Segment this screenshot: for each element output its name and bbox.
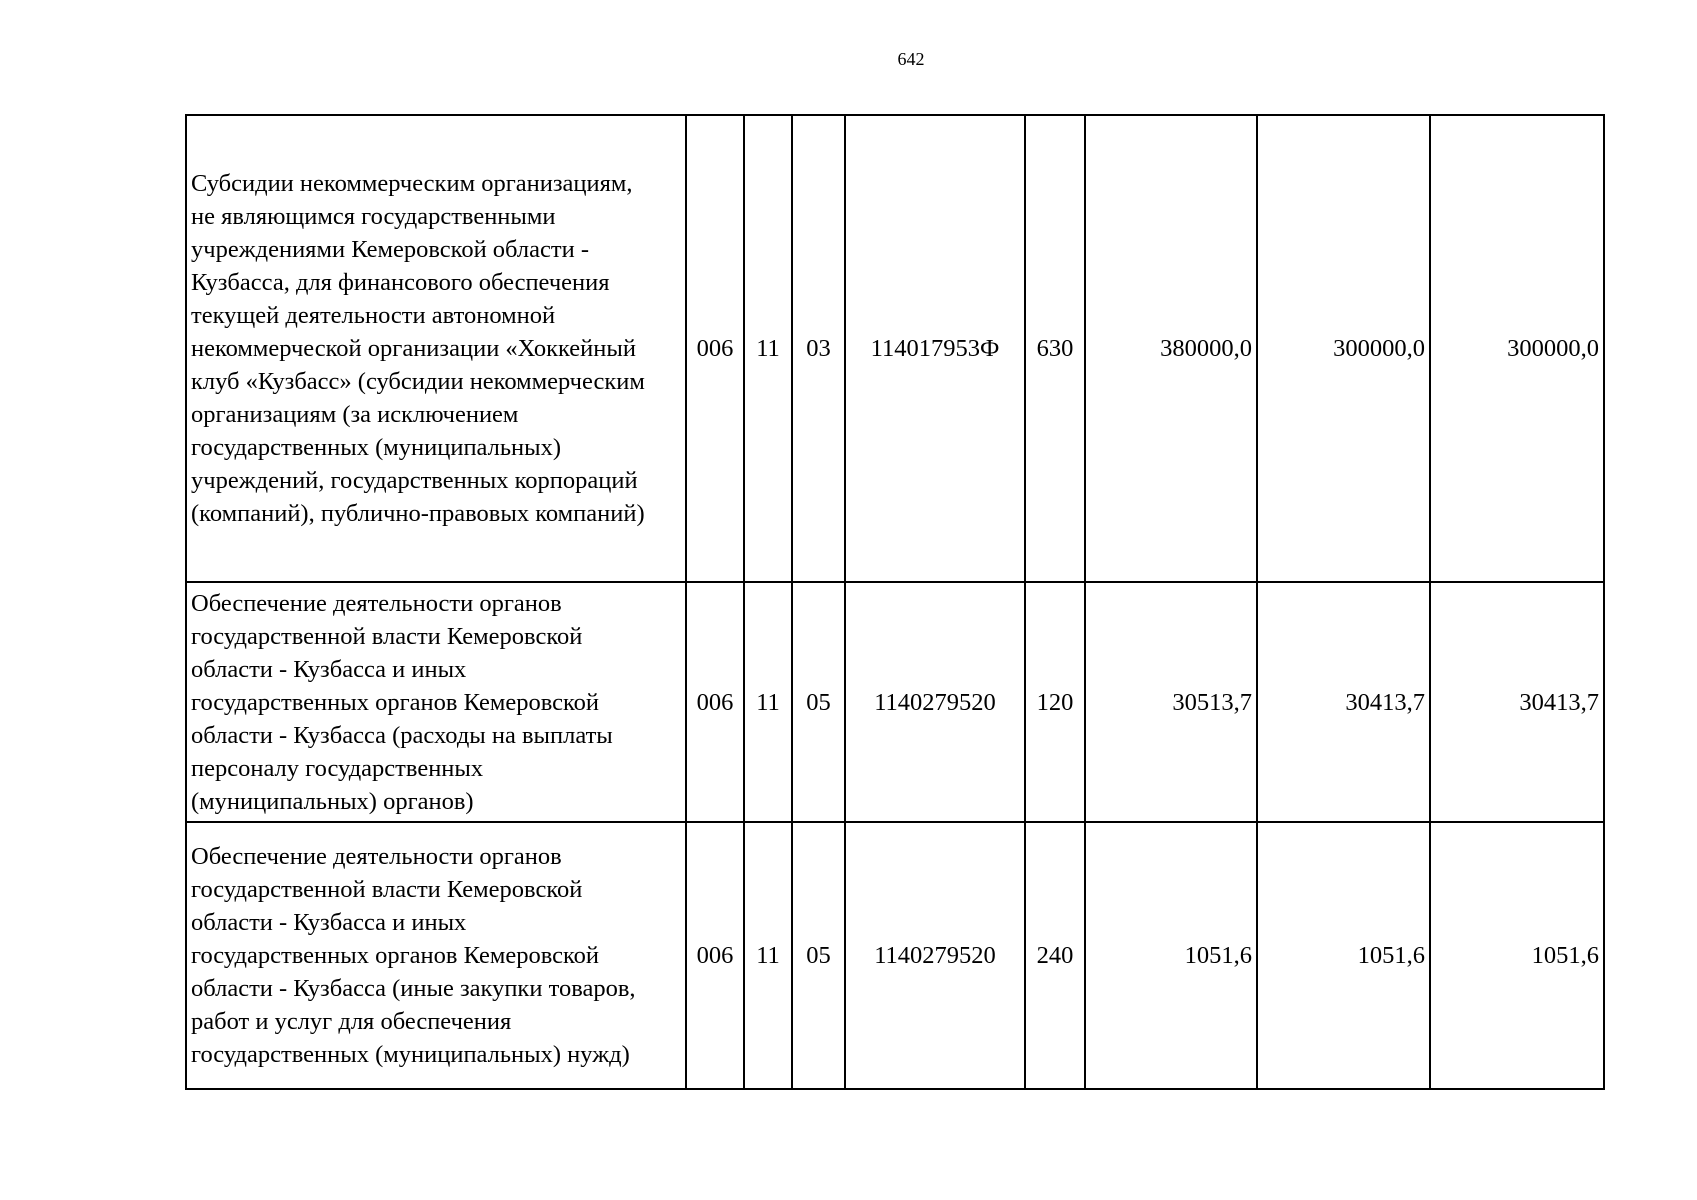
target-article-code: 1140279520 xyxy=(845,822,1025,1089)
amount-2: 300000,0 xyxy=(1257,115,1430,582)
amount-1: 30513,7 xyxy=(1085,582,1257,822)
section-code: 11 xyxy=(744,115,792,582)
amount-2: 1051,6 xyxy=(1257,822,1430,1089)
amount-3: 30413,7 xyxy=(1430,582,1604,822)
amount-1: 1051,6 xyxy=(1085,822,1257,1089)
budget-table xyxy=(185,114,1605,1090)
table-row xyxy=(186,822,1604,1089)
amount-1: 380000,0 xyxy=(1085,115,1257,582)
table-row xyxy=(186,115,1604,582)
ministry-code: 006 xyxy=(686,582,744,822)
expense-description: Субсидии некоммерческим организациям, не являющимся государственными учреждениями Кемеровской области - Кузбасса, для финансового обеспечения текущей деятельности автономной некоммерческой организации «Хоккейный клуб «Кузбасс» (субсидии некоммерческим организациям (за исключением государственных (муниципальных) учреждений, государственных корпораций (компаний), публично-правовых компаний) xyxy=(186,115,686,582)
expense-type-code: 120 xyxy=(1025,582,1085,822)
section-code: 11 xyxy=(744,582,792,822)
ministry-code: 006 xyxy=(686,822,744,1089)
section-code: 11 xyxy=(744,822,792,1089)
expense-type-code: 240 xyxy=(1025,822,1085,1089)
expense-type-code: 630 xyxy=(1025,115,1085,582)
expense-description: Обеспечение деятельности органов государственной власти Кемеровской области - Кузбасса и иных государственных органов Кемеровской области - Кузбасса (расходы на выплаты персоналу государственных (муниципальных) органов) xyxy=(186,582,686,822)
subsection-code: 05 xyxy=(792,582,845,822)
target-article-code: 114017953Ф xyxy=(845,115,1025,582)
page-number: 642 xyxy=(897,49,925,69)
subsection-code: 03 xyxy=(792,115,845,582)
amount-2: 30413,7 xyxy=(1257,582,1430,822)
expense-description: Обеспечение деятельности органов государственной власти Кемеровской области - Кузбасса и иных государственных органов Кемеровской области - Кузбасса (иные закупки товаров, работ и услуг для обеспечения государственных (муниципальных) нужд) xyxy=(186,822,686,1089)
ministry-code: 006 xyxy=(686,115,744,582)
target-article-code: 1140279520 xyxy=(845,582,1025,822)
amount-3: 1051,6 xyxy=(1430,822,1604,1089)
amount-3: 300000,0 xyxy=(1430,115,1604,582)
table-row xyxy=(186,582,1604,822)
subsection-code: 05 xyxy=(792,822,845,1089)
